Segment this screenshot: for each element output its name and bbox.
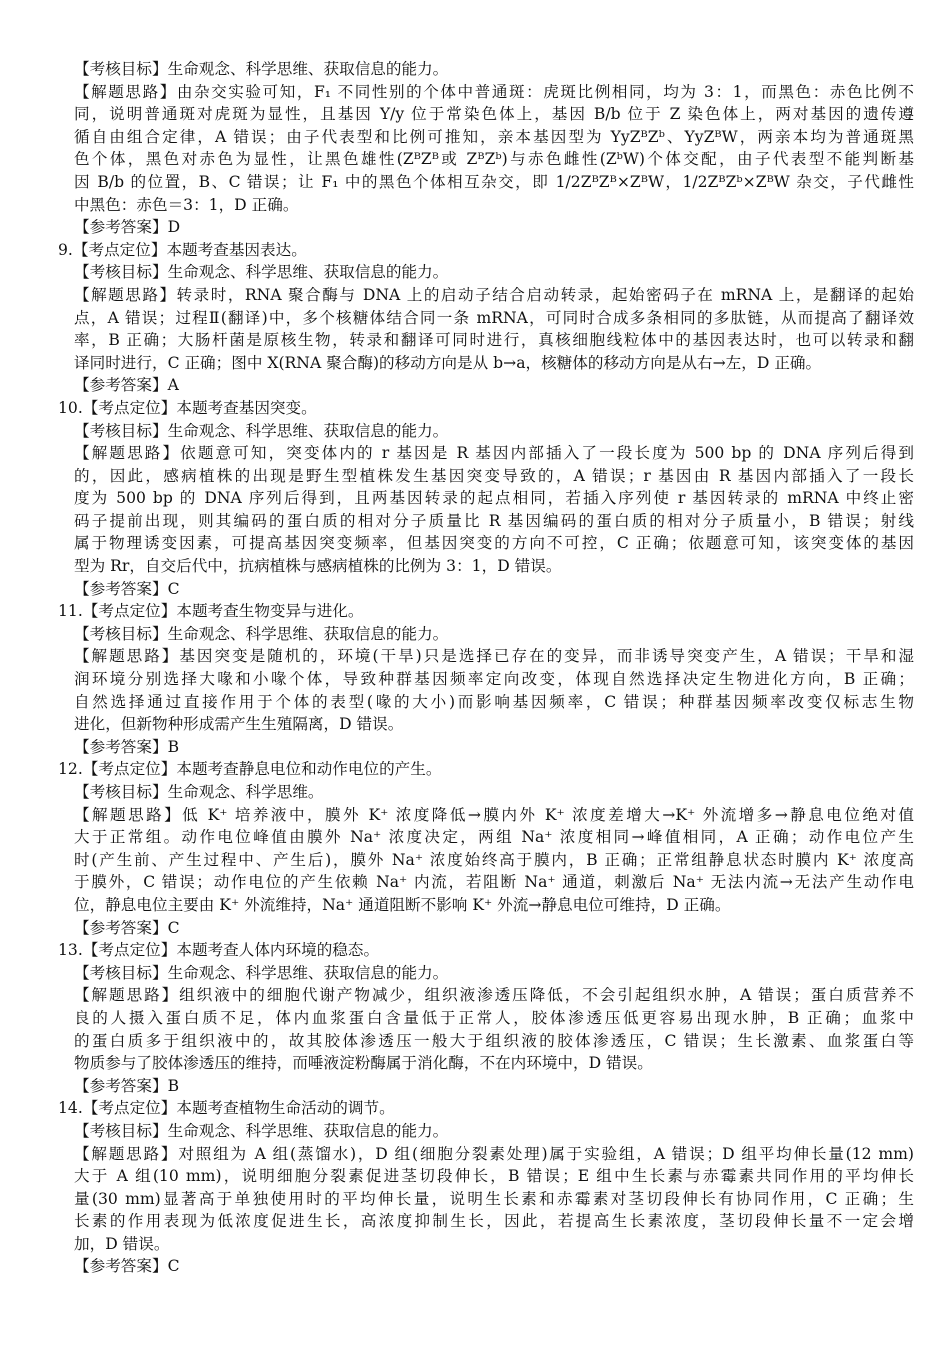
text-line: 【参考答案】B xyxy=(74,1076,180,1095)
text-line: 【参考答案】B xyxy=(74,737,180,756)
text-line: 【考核目标】生命观念、科学思维、获取信息的能力。 xyxy=(74,60,449,78)
text-line: 【参考答案】C xyxy=(74,1257,180,1276)
text-line: 的，因此，感病植株的出现是野生型植株发生基因突变导致的，A 错误；r 基因由 R 基因内部插入了一段长 xyxy=(74,466,914,485)
text-line: 于膜外，C 错误；动作电位的产生依赖 Na⁺ 内流，若阻断 Na⁺ 通道，刺激后 Na⁺ 无法内流→无法产生动作电 xyxy=(74,873,914,892)
text-line: 码子提前出现，则其编码的蛋白质的相对分子质量比 R 基因编码的蛋白质的相对分子质量小，B 错误；射线 xyxy=(74,511,914,530)
text-line: 大于 A 组(10 mm)，说明细胞分裂素促进茎切段伸长，B 错误；E 组中生长素与赤霉素共同作用的平均伸长 xyxy=(74,1167,914,1186)
text-line: 10.【考点定位】本题考查基因突变。 xyxy=(58,398,317,417)
text-line: 的蛋白质多于组织液中的，故其胶体渗透压一般大于组织液的胶体渗透压，C 错误；生长激素、血浆蛋白等 xyxy=(74,1031,914,1050)
text-line: 【解题思路】低 K⁺ 培养液中，膜外 K⁺ 浓度降低→膜内外 K⁺ 浓度差增大→K⁺ 外流增多→静息电位绝对值 xyxy=(74,805,914,824)
text-line: 【参考答案】A xyxy=(74,376,179,395)
text-line: 量(30 mm)显著高于单独使用时的平均伸长量，说明生长素和赤霉素对茎切段伸长有协同作用，C 正确；生 xyxy=(74,1189,914,1208)
text-line: 进化，但新物种形成需产生生殖隔离，D 错误。 xyxy=(74,715,404,734)
text-line: 【考核目标】生命观念、科学思维、获取信息的能力。 xyxy=(74,1121,449,1140)
text-line: 译同时进行，C 正确；图中 X(RNA 聚合酶)的移动方向是从 b→a，核糖体的移动方向是从右→左，D 正确。 xyxy=(74,353,822,372)
text-line: 【解题思路】依题意可知，突变体内的 r 基因是 R 基因内部插入了一段长度为 500 bp 的 DNA 序列后得到 xyxy=(74,444,914,463)
text-line: 【考核目标】生命观念、科学思维、获取信息的能力。 xyxy=(74,963,449,982)
text-line: 型为 Rr，自交后代中，抗病植株与感病植株的比例为 3：1，D 错误。 xyxy=(74,557,562,576)
text-line: 【参考答案】C xyxy=(74,918,180,937)
text-line: 物质参与了胶体渗透压的维持，而唾液淀粉酶属于消化酶，不在内环境中，D 错误。 xyxy=(74,1054,653,1073)
text-line: 【考核目标】生命观念、科学思维、获取信息的能力。 xyxy=(74,421,449,440)
text-line: 时(产生前、产生过程中、产生后)，膜外 Na⁺ 浓度始终高于膜内，B 正确；正常组静息状态时膜内 K⁺ 浓度高 xyxy=(74,850,914,869)
text-line: 同，说明普通斑对虎斑为显性，且基因 Y/y 位于常染色体上，基因 B/b 位于 Z 染色体上，两对基因的遗传遵 xyxy=(74,105,914,124)
text-line: 【解题思路】转录时，RNA 聚合酶与 DNA 上的启动子结合启动转录，起始密码子在 mRNA 上，是翻译的起始 xyxy=(74,285,914,304)
text-line: 【解题思路】基因突变是随机的，环境(干旱)只是选择已存在的变异，而非诱导突变产生，A 错误；干旱和湿 xyxy=(74,647,914,666)
answer-page xyxy=(58,58,914,1278)
text-line: 度为 500 bp 的 DNA 序列后得到，且两基因转录的起点相同，若插入序列使 r 基因转录的 mRNA 中终止密 xyxy=(74,489,914,508)
text-line: 位，静息电位主要由 K⁺ 外流维持，Na⁺ 通道阻断不影响 K⁺ 外流→静息电位可维持，D 正确。 xyxy=(74,895,731,914)
text-line: 率，B 正确；大肠杆菌是原核生物，转录和翻译可同时进行，真核细胞线粒体中的基因表达时，也可以转录和翻 xyxy=(74,331,914,350)
text-line: 14.【考点定位】本题考查植物生命活动的调节。 xyxy=(58,1099,395,1118)
text-line: 循自由组合定律，A 错误；由子代表型和比例可推知，亲本基因型为 YyZᴮZᵇ、YyZᴮW，两亲本均为普通斑黑 xyxy=(74,127,914,146)
text-line: 加，D 错误。 xyxy=(74,1234,170,1253)
text-line: 色个体，黑色对赤色为显性，让黑色雄性(ZᴮZᴮ或 ZᴮZᵇ)与赤色雌性(ZᵇW)个体交配，由子代表型不能判断基 xyxy=(74,150,914,169)
text-line: 【解题思路】对照组为 A 组(蒸馏水)，D 组(细胞分裂素处理)属于实验组，A 错误；D 组平均伸长量(12 mm) xyxy=(74,1144,914,1163)
text-line: 【参考答案】C xyxy=(74,579,180,598)
text-line: 9.【考点定位】本题考查基因表达。 xyxy=(58,240,307,259)
text-line: 自然选择通过直接作用于个体的表型(喙的大小)而影响基因频率，C 错误；种群基因频率改变仅标志生物 xyxy=(74,692,914,711)
text-line: 长素的作用表现为低浓度促进生长，高浓度抑制生长，因此，若提高生长素浓度，茎切段伸长量不一定会增 xyxy=(74,1212,914,1231)
text-line: 11.【考点定位】本题考查生物变异与进化。 xyxy=(58,602,364,621)
text-line: 【考核目标】生命观念、科学思维。 xyxy=(74,783,324,801)
text-line: 【考核目标】生命观念、科学思维、获取信息的能力。 xyxy=(74,263,449,282)
text-line: 大于正常组。动作电位峰值由膜外 Na⁺ 浓度决定，两组 Na⁺ 浓度相同→峰值相同，A 正确；动作电位产生 xyxy=(74,828,914,847)
text-line: 因 B/b 的位置，B、C 错误；让 F₁ 中的黑色个体相互杂交，即 1/2ZᴮZᴮ×ZᴮW，1/2ZᴮZᵇ×ZᴮW 杂交，子代雌性 xyxy=(74,172,914,191)
text-line: 【考核目标】生命观念、科学思维、获取信息的能力。 xyxy=(74,624,449,643)
text-line: 属于物理诱变因素，可提高基因突变频率，但基因突变的方向不可控，C 正确；依题意可知，该突变体的基因 xyxy=(74,534,914,553)
text-line: 中黑色：赤色＝3：1，D 正确。 xyxy=(74,195,299,214)
text-line: 点，A 错误；过程Ⅱ(翻译)中，多个核糖体结合同一条 mRNA，可同时合成多条相同的多肽链，从而提高了翻译效 xyxy=(74,308,914,327)
text-line: 良的人摄入蛋白质不足，体内血浆蛋白含量低于正常人，胶体渗透压低更容易出现水肿，B 正确；血浆中 xyxy=(74,1008,914,1027)
text-line: 润环境分别选择大喙和小喙个体，导致种群基因频率定向改变，体现自然选择决定生物进化方向，B 正确； xyxy=(74,670,914,689)
text-line: 【解题思路】由杂交实验可知，F₁ 不同性别的个体中普通斑：虎斑比例相同，均为 3：1，而黑色：赤色比例不 xyxy=(74,82,914,101)
text-line: 【参考答案】D xyxy=(74,218,181,237)
text-line: 13.【考点定位】本题考查人体内环境的稳态。 xyxy=(58,941,380,960)
text-line: 【解题思路】组织液中的细胞代谢产物减少，组织液渗透压降低，不会引起组织水肿，A 错误；蛋白质营养不 xyxy=(74,986,914,1005)
text-line: 12.【考点定位】本题考查静息电位和动作电位的产生。 xyxy=(58,760,442,779)
